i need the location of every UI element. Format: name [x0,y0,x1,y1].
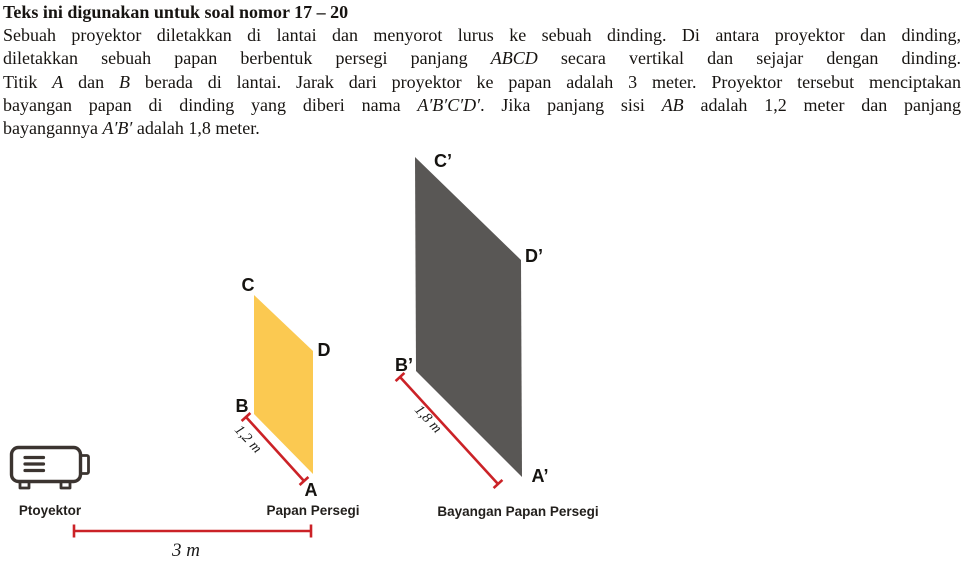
text-segment: berada di lantai. Jarak dari proyektor ke papan adalah 3 meter. Proyektor tersebut menciptakan [130,71,961,92]
vertex-label-a-prime: A’ [531,466,549,486]
projector-icon [12,448,89,489]
math-segment: ABCD [490,48,538,69]
text-segment: adalah 1,8 meter. [132,118,260,139]
shadow-caption: Bayangan Papan Persegi [437,504,599,519]
text-segment: . Jika panjang sisi [480,94,662,115]
projector-caption: Ptoyektor [18,503,82,518]
vertex-label-b: B [235,396,249,416]
board-caption: Papan Persegi [266,503,360,518]
text-segment: bayangan papan di dinding yang diberi nama [3,94,418,115]
text-segment: diletakkan sebuah papan berbentuk persegi panjang [3,48,491,69]
vertex-label-b-prime: B’ [395,355,413,375]
problem-title: Teks ini digunakan untuk soal nomor 17 – 20 [3,2,349,22]
text-segment: Titik [3,71,53,92]
text-segment: dan [63,71,119,92]
text-segment: adalah 1,2 meter dan panjang [683,94,961,115]
projector-body [12,448,81,482]
vertex-label-d-prime: D’ [525,246,543,266]
vertex-label-d: D [317,340,331,360]
math-segment: A′B′ [102,118,133,139]
text-segment: secara vertikal dan sejajar dengan dinding. [537,48,961,69]
math-segment: A [52,71,64,92]
vertex-label-a: A [304,480,318,500]
distance-dimension-line [74,525,311,538]
shadow-side-measure: 1,8 m [411,402,445,437]
text-segment: bayangannya [3,118,103,139]
math-segment: B [119,71,130,92]
math-segment: A′B′C′D′ [417,94,481,115]
vertex-label-c: C [241,275,255,295]
text-segment: Sebuah proyektor diletakkan di lantai dan menyorot lurus ke sebuah dinding. Di antara proyektor dan dinding, [3,25,961,46]
distance-measure: 3 m [172,540,200,561]
board-side-measure: 1,2 m [231,422,265,457]
math-segment: AB [661,94,684,115]
vertex-label-c-prime: C’ [434,151,452,171]
